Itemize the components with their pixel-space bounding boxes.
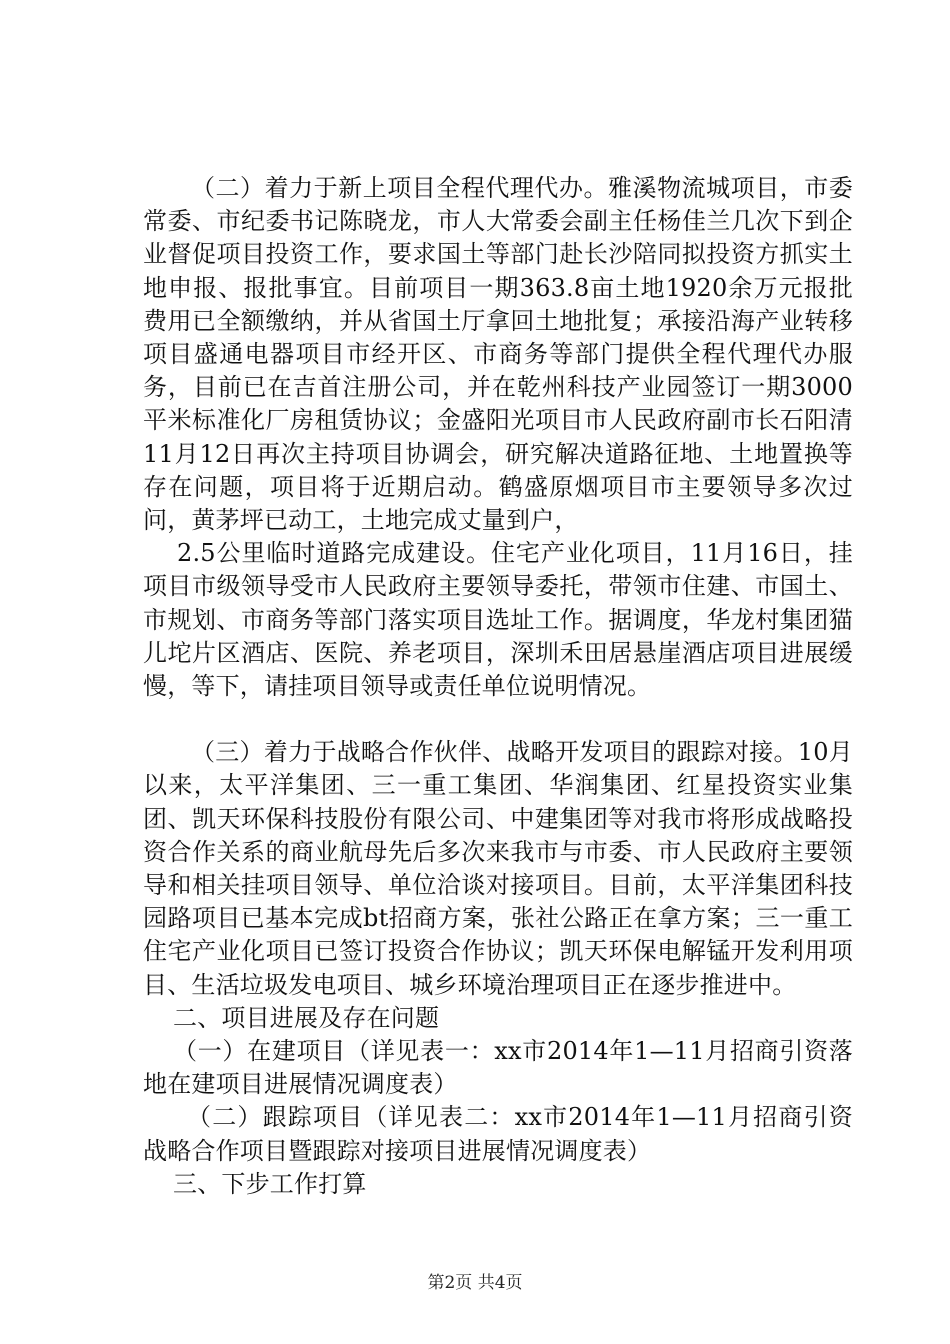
document-body [143, 172, 853, 1201]
paragraph-strategic-partners: （三）着力于战略合作伙伴、战略开发项目的跟踪对接。10月以来，太平洋集团、三一重工集团、华润集团、红星投资实业集团、凯天环保科技股份有限公司、中建集团等对我市将形成战略投资合作关系的商业航母先后多次来我市与市委、市人民政府主要领导和相关挂项目领导、单位洽谈对接项目。目前，太平洋集团科技园路项目已基本完成bt招商方案，张社公路正在拿方案；三一重工住宅产业化项目已签订投资合作协议；凯天环保电解锰开发利用项目、生活垃圾发电项目、城乡环境治理项目正在逐步推进中。 [143, 738, 853, 999]
page-number-footer: 第2页 共4页 [427, 1273, 523, 1293]
section-heading-progress: 二、项目进展及存在问题 [173, 1003, 440, 1032]
section-heading-next-steps: 三、下步工作打算 [173, 1169, 367, 1198]
paragraph-tracked-projects: （二）跟踪项目（详见表二：xx市2014年1—11月招商引资战略合作项目暨跟踪对接项目进展情况调度表） [143, 1103, 853, 1165]
paragraph-new-projects: （二）着力于新上项目全程代理代办。雅溪物流城项目，市委常委、市纪委书记陈晓龙，市人大常委会副主任杨佳兰几次下到企业督促项目投资工作，要求国土等部门赴长沙陪同拟投资方抓实土地申报、报批事宜。目前项目一期363.8亩土地1920余万元报批费用已全额缴纳，并从省国土厅拿回土地批复；承接沿海产业转移项目盛通电器项目市经开区、市商务等部门提供全程代理代办服务，目前已在吉首注册公司，并在乾州科技产业园签订一期3000平米标准化厂房租赁协议；金盛阳光项目市人民政府副市长石阳清11月12日再次主持项目协调会，研究解决道路征地、土地置换等存在问题，项目将于近期启动。鹤盛原烟项目市主要领导多次过问，黄茅坪已动工，土地完成丈量到户， [143, 174, 853, 535]
paragraph-road-construction: 2.5公里临时道路完成建设。住宅产业化项目，11月16日，挂项目市级领导受市人民政府主要领导委托，带领市住建、市国土、市规划、市商务等部门落实项目选址工作。据调度，华龙村集团猫儿坨片区酒店、医院、养老项目，深圳禾田居悬崖酒店项目进展缓慢，等下，请挂项目领导或责任单位说明情况。 [143, 539, 853, 701]
paragraph-projects-under-construction: （一）在建项目（详见表一：xx市2014年1—11月招商引资落地在建项目进展情况调度表） [143, 1037, 853, 1099]
